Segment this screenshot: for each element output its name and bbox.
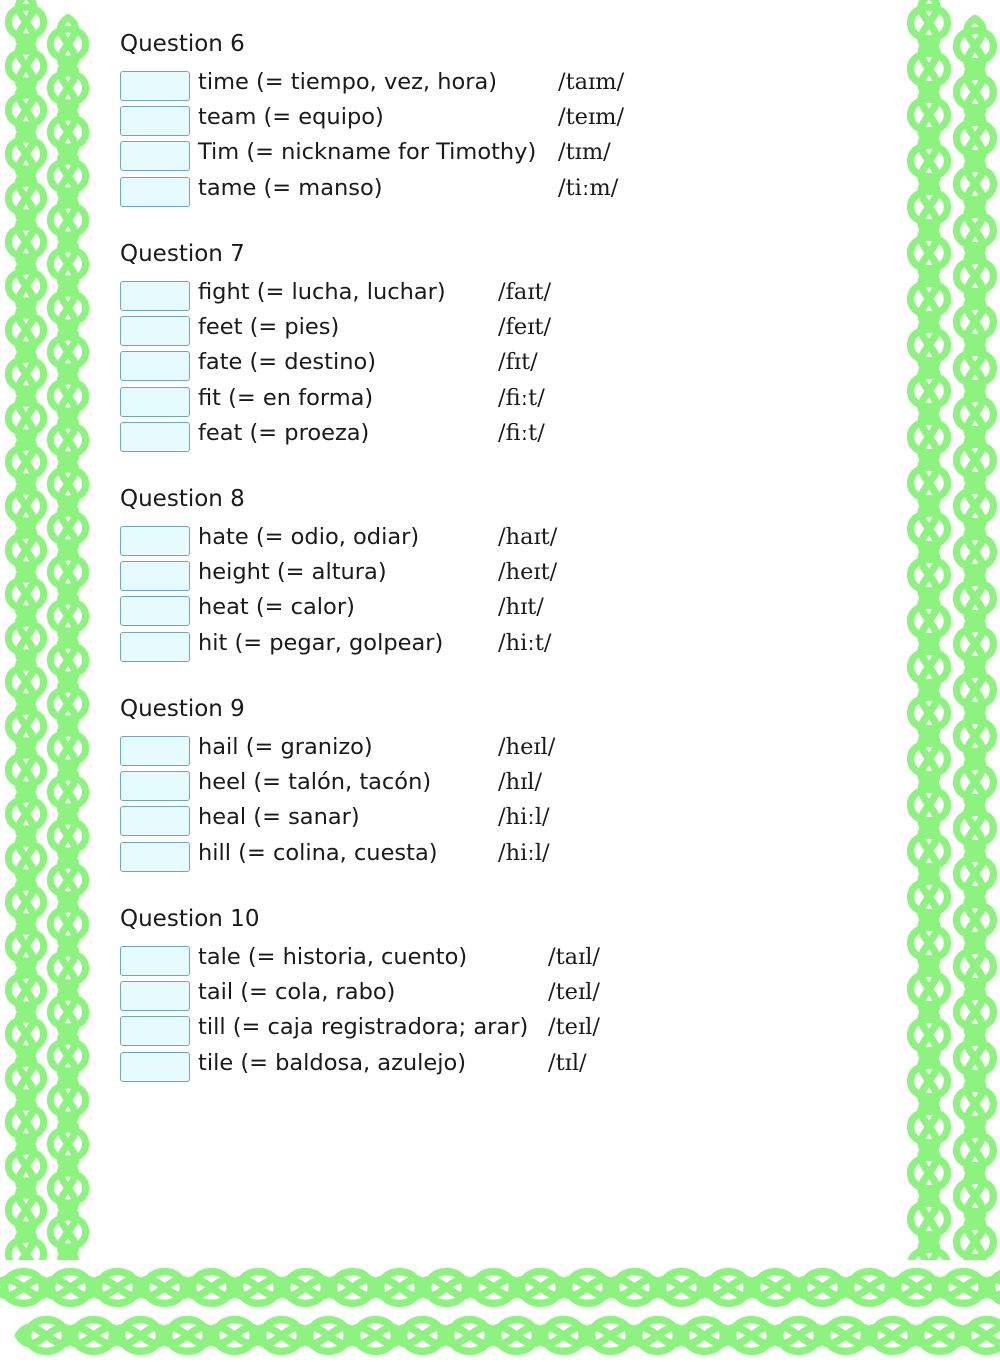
answer-input[interactable]	[120, 632, 190, 662]
answer-input[interactable]	[120, 842, 190, 872]
question-9	[120, 694, 556, 877]
option-word: feat (= proeza)	[198, 419, 370, 446]
question-title: Question 7	[120, 241, 245, 267]
answer-input[interactable]	[120, 981, 190, 1011]
answer-input[interactable]	[120, 1016, 190, 1046]
option-row	[120, 1049, 587, 1087]
answer-input[interactable]	[120, 596, 190, 626]
question-title: Question 10	[120, 906, 260, 932]
option-word: tame (= manso)	[198, 174, 383, 201]
option-ipa: /tɪm/	[558, 139, 611, 166]
option-word: heal (= sanar)	[198, 804, 360, 831]
option-word: feet (= pies)	[198, 314, 340, 341]
option-word: hill (= colina, cuesta)	[198, 839, 438, 866]
answer-input[interactable]	[120, 316, 190, 346]
option-word: hit (= pegar, golpear)	[198, 629, 444, 656]
answer-input[interactable]	[120, 387, 190, 417]
option-ipa: /hiːl/	[498, 839, 550, 866]
option-word: tail (= cola, rabo)	[198, 979, 396, 1006]
option-ipa: /tiːm/	[558, 174, 619, 201]
question-title: Question 9	[120, 696, 245, 722]
option-row	[120, 944, 601, 981]
answer-input[interactable]	[120, 141, 190, 171]
question-6	[120, 29, 625, 212]
option-row	[120, 629, 552, 667]
option-row	[120, 1014, 600, 1051]
option-ipa: /heɪt/	[498, 559, 558, 586]
question-8	[120, 484, 558, 667]
option-row	[120, 139, 611, 176]
answer-input[interactable]	[120, 177, 190, 207]
celtic-border-right	[902, 0, 1000, 1362]
answer-input[interactable]	[120, 736, 190, 766]
option-word: hate (= odio, odiar)	[198, 524, 420, 550]
option-row	[120, 104, 625, 141]
option-ipa: /teɪl/	[548, 1014, 600, 1041]
option-word: height (= altura)	[198, 559, 387, 586]
option-ipa: /taɪl/	[548, 944, 601, 970]
option-ipa: /hɪl/	[498, 769, 543, 796]
option-word: fit (= en forma)	[198, 384, 374, 411]
option-row	[120, 349, 538, 386]
knot-motif	[982, 1272, 1000, 1304]
option-word: hail (= granizo)	[198, 734, 373, 760]
option-row	[120, 979, 600, 1016]
option-word: heel (= talón, tacón)	[198, 769, 432, 796]
option-row	[120, 279, 552, 316]
option-ipa: /faɪt/	[498, 279, 552, 305]
option-ipa: /hiːt/	[498, 629, 552, 656]
answer-input[interactable]	[120, 561, 190, 591]
question-title: Question 8	[120, 486, 245, 512]
answer-input[interactable]	[120, 422, 190, 452]
option-word: heat (= calor)	[198, 594, 355, 621]
option-ipa: /haɪt/	[498, 524, 558, 550]
celtic-border-left	[0, 0, 92, 1362]
question-10	[120, 904, 601, 1087]
option-ipa: /teɪl/	[548, 979, 600, 1006]
answer-input[interactable]	[120, 526, 190, 556]
option-ipa: /heɪl/	[498, 734, 556, 760]
option-row	[120, 734, 556, 771]
option-row	[120, 559, 558, 596]
option-word: team (= equipo)	[198, 104, 384, 131]
celtic-border-bottom	[0, 1260, 1000, 1362]
quiz-content	[120, 0, 880, 1250]
option-ipa: /fiːt/	[498, 419, 545, 446]
answer-input[interactable]	[120, 106, 190, 136]
option-ipa: /feɪt/	[498, 314, 552, 341]
answer-input[interactable]	[120, 946, 190, 976]
option-row	[120, 384, 545, 422]
option-row	[120, 314, 552, 351]
option-row	[120, 769, 543, 806]
option-row	[120, 524, 558, 561]
knot-motif	[958, 1320, 1000, 1352]
option-word: tale (= historia, cuento)	[198, 944, 468, 970]
answer-input[interactable]	[120, 71, 190, 101]
option-row	[120, 174, 619, 212]
option-word: fight (= lucha, luchar)	[198, 279, 446, 305]
answer-input[interactable]	[120, 806, 190, 836]
option-ipa: /fɪt/	[498, 349, 538, 376]
option-word: Tim (= nickname for Timothy)	[198, 139, 537, 166]
answer-input[interactable]	[120, 351, 190, 381]
option-row	[120, 419, 545, 457]
answer-input[interactable]	[120, 771, 190, 801]
option-word: fate (= destino)	[198, 349, 377, 376]
option-ipa: /fiːt/	[498, 384, 545, 411]
option-word: tile (= baldosa, azulejo)	[198, 1049, 467, 1076]
answer-input[interactable]	[120, 1052, 190, 1082]
option-word: till (= caja registradora; arar)	[198, 1014, 529, 1041]
question-title: Question 6	[120, 31, 245, 57]
option-row	[120, 594, 544, 631]
option-ipa: /hiːl/	[498, 804, 550, 831]
option-row	[120, 69, 625, 106]
option-ipa: /tɪl/	[548, 1049, 587, 1076]
answer-input[interactable]	[120, 281, 190, 311]
option-ipa: /teɪm/	[558, 104, 625, 131]
option-row	[120, 839, 550, 877]
question-7	[120, 239, 552, 457]
option-row	[120, 804, 550, 841]
option-ipa: /taɪm/	[558, 69, 625, 95]
option-ipa: /hɪt/	[498, 594, 544, 621]
option-word: time (= tiempo, vez, hora)	[198, 69, 498, 95]
